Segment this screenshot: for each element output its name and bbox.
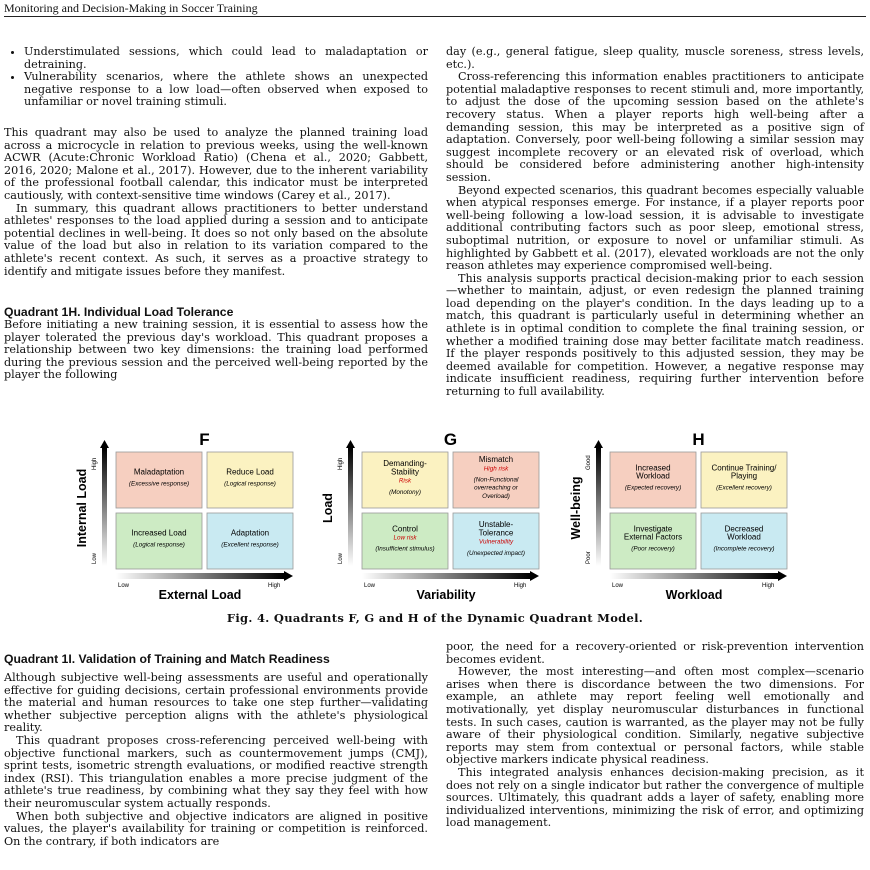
x-axis-arrow bbox=[778, 571, 787, 581]
section-heading: Quadrant 1I. Validation of Training and Match Readiness bbox=[4, 652, 330, 666]
bottom-left-column bbox=[4, 646, 428, 848]
y-tick-low: Poor bbox=[586, 551, 592, 564]
box-risk-label: Vulnerability bbox=[478, 538, 514, 546]
paragraph: Before initiating a new training session, it is essential to assess how the player tolerated the previous day's workload. This quadrant proposes a relationship between two key dimensions: the training load performed during the previous session and the perceived well-being reported by the player the following bbox=[4, 318, 428, 382]
panel-title: F bbox=[199, 430, 210, 449]
quadrant-panel bbox=[569, 430, 787, 602]
box-risk-label: Low risk bbox=[393, 534, 417, 542]
y-tick-high: High bbox=[92, 457, 98, 470]
x-tick-high: High bbox=[762, 583, 775, 589]
y-axis-label: Internal Load bbox=[75, 468, 89, 548]
box-title: Playing bbox=[730, 471, 758, 481]
paragraph: Beyond expected scenarios, this quadrant becomes especially valuable when atypical responses emerge. For instance, if a player reports poor well-being following a low-load session, it is advisable to investigate additional contributing factors such as poor sleep, emotional stress, suboptimal nutrition, or exposure to novel or unfamiliar stimuli. As highlighted by Gabbett et al. (2017), elevated workloads are not the only reason athletes may experience compromised well-being. bbox=[446, 183, 864, 273]
bullet-list bbox=[4, 46, 428, 109]
running-head: Monitoring and Decision-Making in Soccer Training bbox=[4, 0, 866, 17]
box-subtitle: (Logical response) bbox=[224, 480, 276, 488]
y-axis-arrow bbox=[100, 440, 109, 448]
bullet-item: • Understimulated sessions, which could lead to maladaptation or detraining. bbox=[24, 46, 428, 71]
x-tick-high: High bbox=[268, 583, 281, 589]
box-title: Increased Load bbox=[131, 528, 187, 538]
quadrant-panel bbox=[75, 430, 293, 602]
box-title: External Factors bbox=[623, 532, 683, 542]
box-subtitle: (Monotony) bbox=[389, 488, 421, 496]
box-subtitle: (Excellent recovery) bbox=[716, 484, 772, 492]
figure-caption: Fig. 4. Quadrants F, G and H of the Dynamic Quadrant Model. bbox=[226, 611, 644, 625]
box-title: Adaptation bbox=[230, 528, 270, 538]
box-subtitle: (Insufficient stimulus) bbox=[375, 545, 435, 553]
box-subtitle: Overload) bbox=[482, 492, 510, 500]
x-axis-label: Variability bbox=[416, 588, 476, 602]
box-title: Tolerance bbox=[478, 528, 514, 538]
paragraph: day (e.g., general fatigue, sleep quality, muscle soreness, stress levels, etc.). bbox=[446, 45, 864, 71]
paragraph: In summary, this quadrant allows practitioners to better understand athletes' responses to the load applied during a session and to anticipate potential declines in well-being. It does so not only based on the absolute value of the load but also in relation to its variation compared to the athlete's recent context. As such, it serves as a proactive strategy to identify and mitigate issues before they manifest. bbox=[4, 201, 428, 278]
box-risk-label: High risk bbox=[483, 465, 509, 473]
panel-title: H bbox=[692, 430, 705, 449]
box-subtitle: (Expected recovery) bbox=[624, 484, 682, 492]
x-tick-low: Low bbox=[118, 583, 130, 589]
box-subtitle: (Excellent response) bbox=[221, 541, 279, 549]
paragraph: This analysis supports practical decision-making prior to each session—whether to maintain, adjust, or even redesign the planned training load depending on the player's condition. In the days leading up to a match, this quadrant is particularly useful in determining whether an athlete is in optimal condition to complete the final training session, or whether a modified training dose may better facilitate match readiness. If the player responds positively to this adjusted session, they may be deemed available for competition. However, a negative response may indicate insufficient readiness, requiring further intervention before returning to full availability. bbox=[446, 271, 864, 399]
x-tick-low: Low bbox=[364, 583, 376, 589]
box-title: Reduce Load bbox=[226, 467, 274, 477]
box-title: Maladaptation bbox=[133, 467, 185, 477]
x-axis-bar bbox=[362, 573, 530, 579]
y-axis-label: Well-being bbox=[569, 476, 583, 540]
figure-panels bbox=[75, 430, 787, 602]
paragraph: However, the most interesting—and often most complex—scenario arises when there is discordance between the two dimensions. For example, an athlete may report feeling well emotionally and motivationally, yet display neuromuscular disturbances in functional tests. In such cases, caution is warranted, as the player may not be fully aware of their physiological condition. Similarly, negative subjective reports may stem from contextual or personal factors, while stable objective markers indicate physical readiness. bbox=[446, 665, 864, 767]
quadrant-panel bbox=[321, 430, 539, 602]
x-axis-bar bbox=[116, 573, 284, 579]
box-title: Stability bbox=[390, 467, 420, 477]
box-subtitle: (Unexpected impact) bbox=[466, 549, 526, 557]
box-title: Unstable- bbox=[478, 520, 514, 530]
panel-title: G bbox=[443, 430, 458, 449]
box-subtitle: (Logical response) bbox=[133, 541, 185, 549]
x-axis-arrow bbox=[530, 571, 539, 581]
y-tick-high: Good bbox=[586, 455, 592, 470]
box-risk-label: Risk bbox=[398, 477, 412, 485]
box-subtitle: overreaching or bbox=[474, 484, 518, 492]
box-title: Increased bbox=[635, 463, 671, 473]
box-title: Workload bbox=[727, 532, 761, 542]
y-tick-low: Low bbox=[338, 552, 344, 564]
x-axis-label: Workload bbox=[665, 588, 723, 602]
box-subtitle: (Incomplete recovery) bbox=[713, 545, 775, 553]
box-subtitle: (Poor recovery) bbox=[631, 545, 675, 553]
box-subtitle: (Non-Functional bbox=[473, 476, 519, 484]
box-title: Investigate bbox=[633, 524, 673, 534]
x-axis-label: External Load bbox=[158, 588, 242, 602]
x-tick-low: Low bbox=[612, 583, 624, 589]
section-heading: Quadrant 1H. Individual Load Tolerance bbox=[4, 305, 234, 320]
paragraph: Although subjective well-being assessments are useful and operationally effective for guiding decisions, certain professional environments provide the material and human resources to take one step further—validating whether subjective perception aligns with the athlete's physiological reality. bbox=[4, 671, 428, 735]
x-tick-high: High bbox=[514, 583, 527, 589]
box-title: Demanding- bbox=[383, 459, 427, 469]
box-title: Control bbox=[392, 524, 418, 534]
paragraph: When both subjective and objective indicators are aligned in positive values, the player's availability for training or competition is reinforced. On the contrary, if both indicators are bbox=[4, 809, 428, 848]
paragraph: This quadrant proposes cross-referencing perceived well-being with objective functional markers, such as countermovement jumps (CMJ), sprint tests, isometric strength evaluations, or modified reactive strength index (RSI). This triangulation enables a more precise judgment of the athlete's true readiness, by combining what they say they feel with how their neuromuscular system actually responds. bbox=[4, 733, 428, 810]
paragraph: poor, the need for a recovery-oriented or risk-prevention intervention becomes evident. bbox=[446, 640, 864, 666]
paragraph: This integrated analysis enhances decision-making precision, as it does not rely on a single indicator but rather the convergence of multiple sources. Ultimately, this quadrant adds a layer of safety, enabling more individualized interventions, minimizing the risk of error, and optimizing load management. bbox=[446, 765, 864, 830]
bottom-right-column bbox=[446, 641, 864, 830]
box-title: Continue Training/ bbox=[711, 463, 777, 473]
y-tick-low: Low bbox=[92, 552, 98, 564]
x-axis-bar bbox=[610, 573, 778, 579]
box-subtitle: (Excessive response) bbox=[128, 480, 190, 488]
paragraph: This quadrant may also be used to analyze the planned training load across a microcycle in relation to previous weeks, using the well-known ACWR (Acute:Chronic Workload Ratio) (Chena et al., 2020; Gabbett, 2016, 2020; Malone et al., 2017). However, due to the inherent variability of the professional football calendar, this indicator must be interpreted cautiously, with context-sensitive time windows (Carey et al., 2017). bbox=[4, 125, 428, 202]
y-axis-label: Load bbox=[321, 493, 335, 523]
y-axis-bar bbox=[348, 448, 353, 566]
top-right-column bbox=[446, 46, 864, 399]
y-axis-arrow bbox=[346, 440, 355, 448]
bullet-item: • Vulnerability scenarios, where the athlete shows an unexpected negative response to a low load—often observed when exposed to unfamiliar or novel training stimuli. bbox=[24, 71, 428, 109]
y-tick-high: High bbox=[338, 457, 344, 470]
y-axis-bar bbox=[596, 448, 601, 566]
x-axis-arrow bbox=[284, 571, 293, 581]
paragraph: Cross-referencing this information enables practitioners to anticipate potential maladaptive responses to recent stimuli and, more importantly, to adjust the dose of the upcoming session based on the athlete's recovery status. When a player reports high well-being after a demanding session, this may be interpreted as a positive sign of adaptation. Conversely, poor well-being following a similar session may suggest incomplete recovery or an elevated risk of overload, which should be considered before administering another high-intensity session. bbox=[446, 70, 864, 184]
box-title: Mismatch bbox=[478, 455, 514, 465]
box-title: Workload bbox=[636, 471, 670, 481]
y-axis-bar bbox=[102, 448, 107, 566]
top-left-column bbox=[4, 46, 428, 382]
y-axis-arrow bbox=[594, 440, 603, 448]
box-title: Decreased bbox=[724, 524, 764, 534]
figure-quadrants bbox=[0, 430, 870, 630]
